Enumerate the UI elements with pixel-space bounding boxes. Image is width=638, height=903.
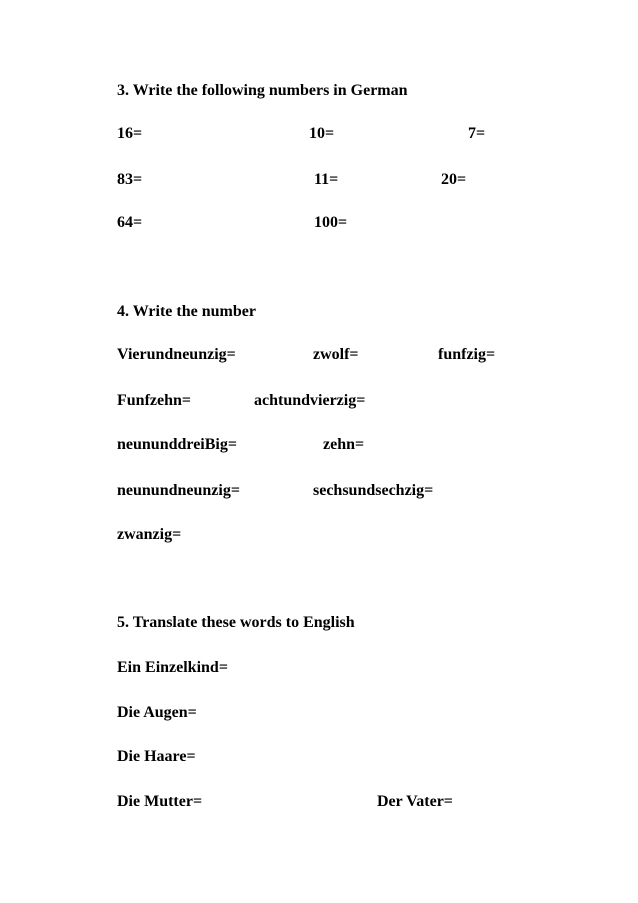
answer-prompt: Die Augen= xyxy=(117,704,197,721)
answer-prompt: funfzig= xyxy=(438,346,496,363)
answer-prompt: 10= xyxy=(309,125,335,142)
section-5-heading: 5. Translate these words to English xyxy=(117,614,355,631)
answer-prompt: neununddreiBig= xyxy=(117,436,237,453)
answer-prompt: sechsundsechzig= xyxy=(313,482,434,499)
answer-prompt: zwolf= xyxy=(313,346,359,363)
answer-prompt: Die Mutter= xyxy=(117,793,203,810)
answer-prompt: zehn= xyxy=(323,436,365,453)
answer-prompt: 83= xyxy=(117,171,143,188)
answer-prompt: Der Vater= xyxy=(377,793,453,810)
answer-prompt: Die Haare= xyxy=(117,748,196,765)
answer-prompt: Vierundneunzig= xyxy=(117,346,236,363)
answer-prompt: Funfzehn= xyxy=(117,392,192,409)
answer-prompt: zwanzig= xyxy=(117,526,182,543)
answer-prompt: 7= xyxy=(468,125,486,142)
answer-prompt: neunundneunzig= xyxy=(117,482,240,499)
answer-prompt: 100= xyxy=(314,214,348,231)
answer-prompt: Ein Einzelkind= xyxy=(117,659,228,676)
answer-prompt: 16= xyxy=(117,125,143,142)
answer-prompt: 11= xyxy=(314,171,339,188)
section-4-heading: 4. Write the number xyxy=(117,303,256,320)
answer-prompt: 64= xyxy=(117,214,143,231)
section-3-heading: 3. Write the following numbers in German xyxy=(117,82,408,99)
answer-prompt: achtundvierzig= xyxy=(254,392,366,409)
answer-prompt: 20= xyxy=(441,171,467,188)
